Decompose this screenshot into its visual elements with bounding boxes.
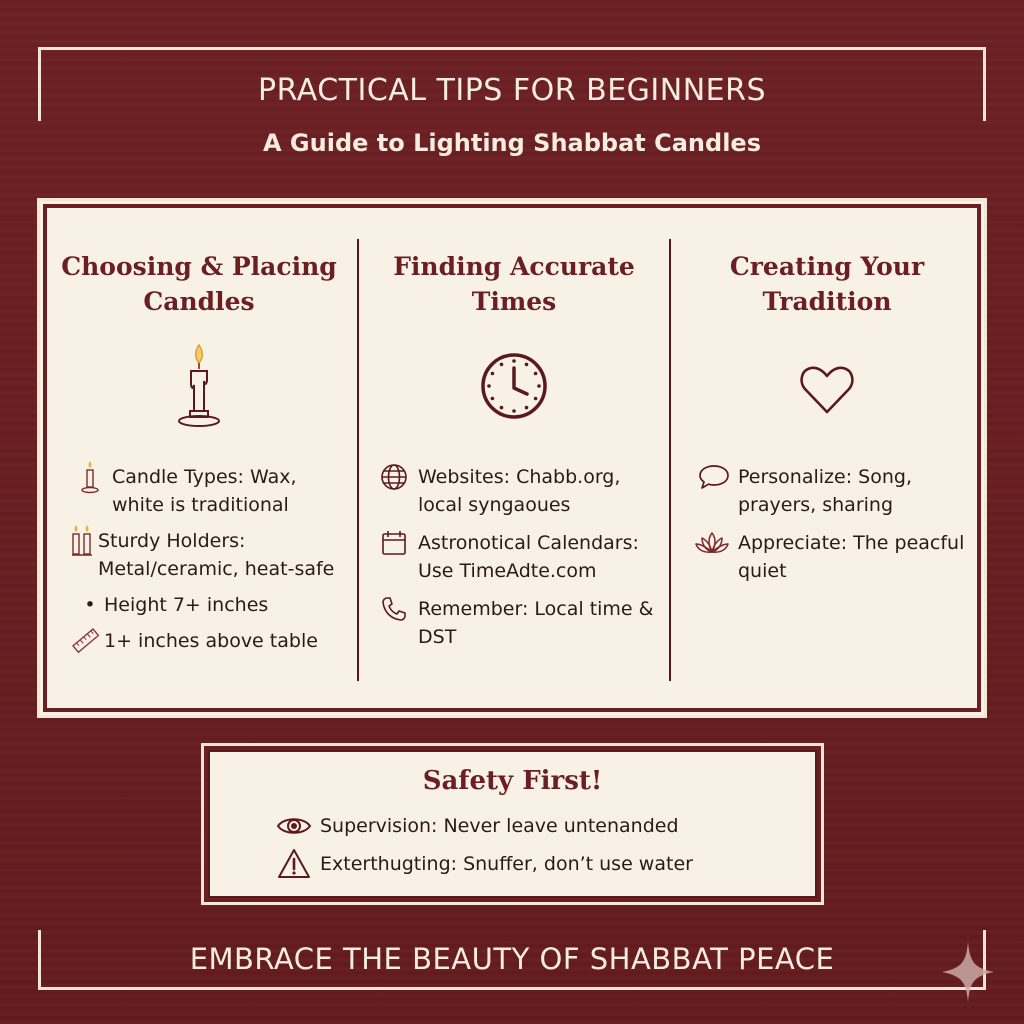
sparkle-icon: [940, 940, 996, 1009]
calendar-icon: [380, 529, 408, 557]
tips-list: [698, 463, 978, 585]
warning-icon: [276, 846, 312, 882]
item-text: Height 7+ inches: [104, 594, 269, 616]
lotus-icon: [694, 529, 730, 557]
safety-item-text: Exterthugting: Snuffer, don’t use water: [320, 853, 693, 875]
eye-icon: [276, 808, 312, 844]
page-subtitle: A Guide to Lighting Shabbat Candles: [263, 129, 761, 157]
list-item: [68, 527, 346, 583]
tips-list: [380, 463, 670, 651]
column-title: [358, 249, 670, 319]
bullet-icon: •: [84, 594, 96, 616]
column-creating-tradition: [670, 201, 984, 715]
list-item: [380, 529, 670, 585]
column-finding-times: [358, 201, 670, 715]
page-title: PRACTICAL TIPS FOR BEGINNERS: [257, 73, 766, 108]
safety-item: [276, 808, 679, 844]
footer-tagline: EMBRACE THE BEAUTY OF SHABBAT PEACE: [189, 942, 835, 976]
list-item: [72, 627, 346, 655]
item-text: Personalize: Song, prayers, sharing: [738, 466, 912, 516]
list-item: [694, 529, 978, 585]
safety-title: Safety First!: [422, 766, 603, 796]
list-item: [380, 463, 670, 519]
safety-item: [276, 846, 693, 882]
item-text: Appreciate: The peacful quiet: [738, 532, 965, 582]
tips-list: [76, 463, 346, 655]
clock-icon: [480, 352, 548, 425]
phone-icon: [380, 595, 408, 623]
item-text: Websites: Chabb.org, local syngaoues: [418, 466, 621, 516]
globe-icon: [380, 463, 408, 491]
small-candle-icon: [76, 463, 104, 491]
column-title: [670, 249, 984, 319]
list-item: [76, 463, 346, 519]
column-title-line: Choosing & Placing: [61, 252, 337, 281]
column-title-line: Tradition: [762, 287, 892, 316]
list-item: [698, 463, 978, 519]
safety-item-text: Supervision: Never leave untenanded: [320, 815, 679, 837]
column-choosing-candles: [40, 201, 358, 715]
column-title-line: Candles: [143, 287, 255, 316]
list-item: [380, 595, 670, 651]
speech-bubble-icon: [698, 463, 730, 491]
list-item: [82, 591, 346, 619]
safety-box-inner: [208, 750, 817, 898]
item-text: 1+ inches above table: [104, 630, 318, 652]
heart-icon: [799, 364, 855, 421]
item-text: Candle Types: Wax, white is traditional: [112, 466, 297, 516]
column-title: [40, 249, 358, 319]
safety-box: [201, 743, 824, 905]
candle-icon: [175, 341, 223, 432]
column-title-line: Creating Your: [729, 252, 925, 281]
candle-holders-icon: [68, 527, 96, 555]
column-title-line: Times: [471, 287, 557, 316]
ruler-icon: [72, 627, 100, 655]
item-text: Astronotical Calendars: Use TimeAdte.com: [418, 532, 639, 582]
tips-panel: [37, 198, 987, 718]
item-text: Remember: Local time & DST: [418, 598, 654, 648]
column-title-line: Finding Accurate: [393, 252, 635, 281]
item-text: Sturdy Holders: Metal/ceramic, heat-safe: [98, 530, 335, 580]
